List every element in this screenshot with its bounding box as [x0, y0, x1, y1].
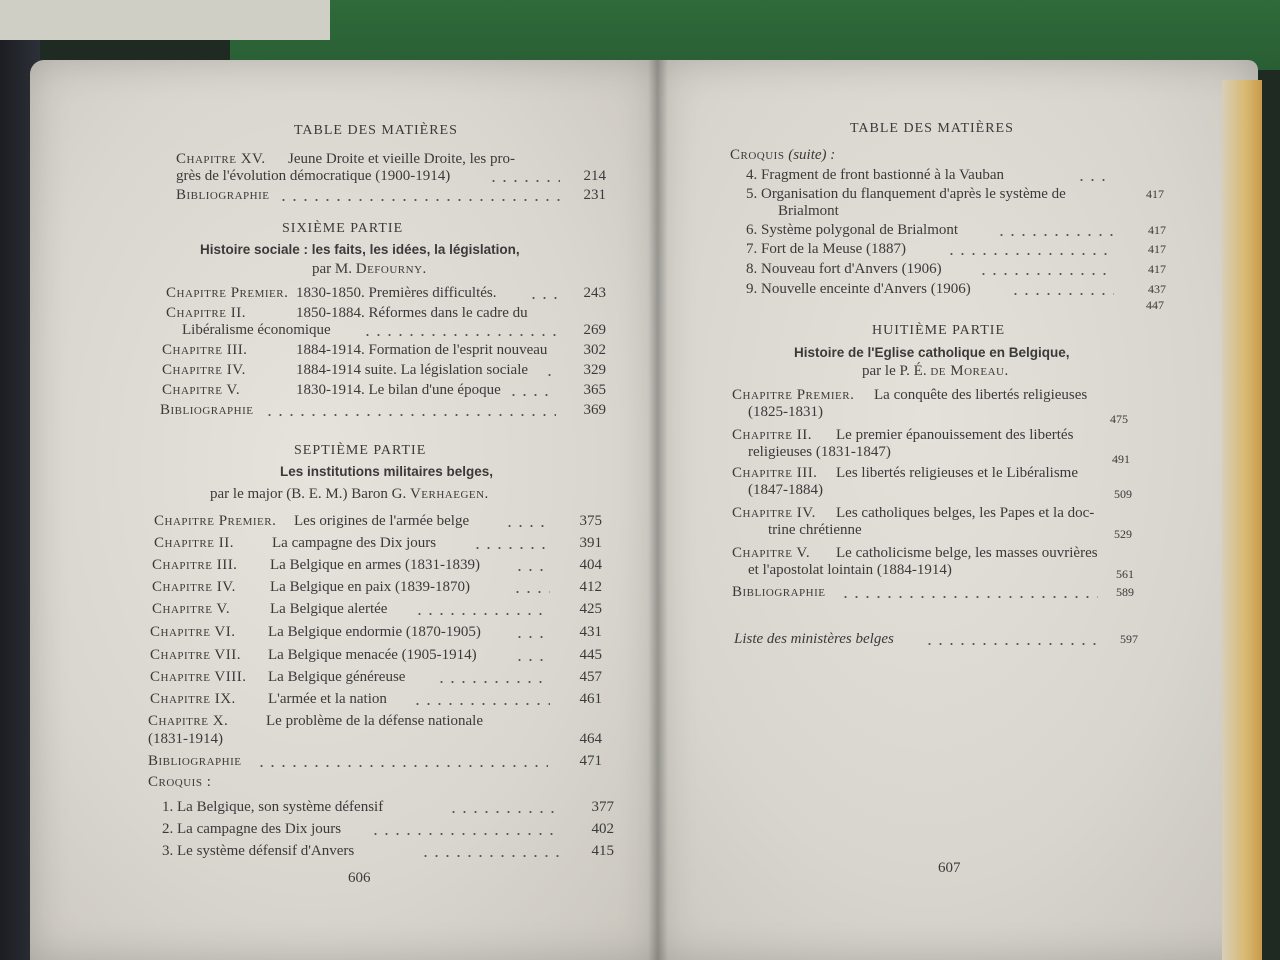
page-ref: 377 [591, 799, 614, 815]
croquis-title: 8. Nouveau fort d'Anvers (1906) [746, 261, 942, 277]
croquis-title: 2. La campagne des Dix jours [162, 821, 342, 837]
chapter-label: Chapitre II. [732, 427, 812, 443]
author-name: de Moreau. [930, 363, 1009, 379]
page-ref: 365 [583, 382, 606, 398]
leader-dots [1076, 179, 1112, 181]
leader-dots [472, 547, 552, 549]
chapter-title: grès de l'évolution démocratique (1900-1914) [176, 168, 451, 184]
toc-entry [732, 544, 1172, 562]
author-name: Defourny. [355, 261, 427, 277]
page-ref: 417 [1148, 242, 1166, 256]
chapter-title: Les libertés religieuses et le Libéralisme [836, 465, 1078, 481]
toc-entry [176, 186, 616, 204]
toc-entry [150, 646, 616, 664]
leader-dots [362, 334, 558, 336]
leader-dots [514, 659, 550, 661]
page-ref: 417 [1148, 223, 1166, 237]
page-ref: 437 [1148, 282, 1166, 296]
page-ref: 269 [583, 322, 606, 338]
toc-entry [148, 752, 616, 770]
chapter-title: Le catholicisme belge, les masses ouvrières [836, 545, 1098, 561]
part-author [862, 362, 1009, 380]
toc-entry [150, 623, 616, 641]
chapter-title: La Belgique endormie (1870-1905) [268, 624, 481, 640]
page-ref: 417 [1148, 262, 1166, 276]
croquis-title: 4. Fragment de front bastionné à la Vauban [746, 167, 1004, 183]
part-title: SEPTIÈME PARTIE [294, 443, 427, 458]
page-ref: 214 [583, 168, 606, 184]
leader-dots [508, 394, 556, 396]
page-number: 606 [348, 870, 371, 886]
chapter-title: (1847-1884) [748, 482, 823, 498]
leader-dots [528, 297, 558, 299]
toc-entry [162, 842, 616, 860]
author-prefix: par le major (B. E. M.) Baron G. [210, 486, 407, 502]
toc-entry [746, 166, 1166, 184]
chapter-title: Les catholiques belges, les Papes et la doc- [836, 505, 1095, 521]
chapter-title: Le premier épanouissement des libertés [836, 427, 1074, 443]
chapter-title: Jeune Droite et vieille Droite, les pro- [288, 151, 516, 167]
chapter-title: Les origines de l'armée belge [294, 513, 470, 529]
toc-entry [162, 798, 616, 816]
chapter-title: La conquête des libertés religieuses [874, 387, 1088, 403]
toc-entry [732, 583, 1172, 601]
croquis-title: 7. Fort de la Meuse (1887) [746, 241, 906, 257]
chapter-label: Chapitre III. [152, 557, 238, 573]
chapter-title: 1830-1850. Premières difficultés. [296, 285, 497, 301]
bibliography-label: Bibliographie [176, 187, 270, 203]
toc-entry [732, 504, 1172, 522]
croquis-title: 6. Système polygonal de Brialmont [746, 222, 959, 238]
leader-dots [512, 591, 550, 593]
chapter-label: Chapitre Premier. [732, 387, 855, 403]
toc-entry [746, 280, 1166, 298]
page-ref: 404 [579, 557, 602, 573]
toc-entry [732, 561, 1172, 579]
page-ref: 369 [583, 402, 606, 418]
toc-entry [152, 600, 616, 618]
leader-dots [1010, 293, 1114, 295]
toc-entry [734, 630, 1174, 648]
page-ref: 447 [1146, 298, 1164, 312]
leader-dots [504, 525, 552, 527]
page-ref: 391 [579, 535, 602, 551]
page-ref: 464 [579, 731, 602, 747]
part-subject: Les institutions militaires belges, [280, 464, 494, 479]
leader-dots [436, 681, 550, 683]
page-ref: 415 [591, 843, 614, 859]
croquis-title: 3. Le système défensif d'Anvers [162, 843, 355, 859]
page-ref: 231 [583, 187, 606, 203]
page-ref: 431 [579, 624, 602, 640]
leader-dots [370, 833, 560, 835]
chapter-label: Chapitre X. [148, 713, 229, 729]
leader-dots [514, 636, 550, 638]
leader-dots [946, 253, 1114, 255]
toc-entry [176, 150, 616, 168]
chapter-label: Chapitre VIII. [150, 669, 247, 685]
toc-entry [160, 401, 616, 419]
toc-entry [746, 185, 1166, 203]
croquis-suite: (suite) : [788, 147, 836, 163]
page-ref: 529 [1114, 527, 1132, 541]
croquis-heading [730, 146, 835, 164]
toc-entry [162, 820, 616, 838]
leader-dots [256, 765, 548, 767]
chapter-label: Chapitre Premier. [166, 285, 289, 301]
chapter-title: trine chrétienne [768, 522, 862, 538]
part-author [312, 260, 427, 278]
chapter-title: La Belgique menacée (1905-1914) [268, 647, 477, 663]
leader-dots [278, 199, 560, 201]
toc-entry [152, 556, 616, 574]
background-paper [0, 0, 330, 40]
leader-dots [514, 569, 550, 571]
leader-dots [978, 273, 1114, 275]
page-ref: 445 [579, 647, 602, 663]
chapter-label: Chapitre IV. [152, 579, 236, 595]
author-prefix: par le P. É. [862, 363, 927, 379]
toc-entry [732, 521, 1172, 539]
leader-dots [996, 234, 1114, 236]
page-ref: 597 [1120, 632, 1138, 646]
croquis-title: 9. Nouvelle enceinte d'Anvers (1906) [746, 281, 971, 297]
toc-entry [162, 381, 616, 399]
toc-entry [732, 386, 1172, 404]
liste-label: Liste des ministères belges [734, 631, 894, 647]
chapter-title: Le problème de la défense nationale [266, 713, 483, 729]
chapter-label: Chapitre V. [162, 382, 241, 398]
leader-dots [264, 414, 556, 416]
page-ref: 457 [579, 669, 602, 685]
leader-dots [448, 811, 560, 813]
chapter-title: (1831-1914) [148, 731, 223, 747]
toc-entry [166, 321, 616, 339]
toc-entry [746, 202, 1166, 220]
chapter-title: La campagne des Dix jours [272, 535, 437, 551]
chapter-title: 1884-1914. Formation de l'esprit nouveau [296, 342, 548, 358]
page-ref: 509 [1114, 487, 1132, 501]
author-name: Verhaegen. [409, 486, 489, 502]
chapter-label: Chapitre II. [154, 535, 234, 551]
leader-dots [544, 374, 556, 376]
toc-entry [746, 260, 1166, 278]
page-ref: 329 [583, 362, 606, 378]
toc-entry [162, 341, 616, 359]
leader-dots [420, 855, 560, 857]
toc-entry [732, 403, 1172, 426]
chapter-label: Chapitre IX. [150, 691, 236, 707]
croquis-label: Croquis [730, 147, 785, 163]
chapter-title: 1830-1914. Le bilan d'une époque [296, 382, 501, 398]
toc-entry [166, 284, 616, 302]
croquis-title: 5. Organisation du flanquement d'après le système de [746, 186, 1066, 202]
toc-entry [746, 221, 1166, 239]
chapter-title: La Belgique en armes (1831-1839) [270, 557, 480, 573]
part-title: SIXIÈME PARTIE [282, 221, 404, 236]
page-ref: 425 [579, 601, 602, 617]
page-ref: 243 [583, 285, 606, 301]
chapter-title: La Belgique alertée [270, 601, 388, 617]
bibliography-label: Bibliographie [732, 584, 826, 600]
leader-dots [840, 596, 1098, 598]
croquis-label: Croquis : [148, 774, 212, 790]
toc-entry [148, 730, 616, 748]
bibliography-label: Bibliographie [148, 753, 242, 769]
toc-entry [176, 167, 616, 185]
toc-entry [154, 512, 616, 530]
chapter-label: Chapitre XV. [176, 151, 266, 167]
chapter-title: La Belgique en paix (1839-1870) [270, 579, 470, 595]
part-author [210, 485, 489, 503]
chapter-label: Chapitre IV. [732, 505, 816, 521]
part-title: HUITIÈME PARTIE [872, 323, 1006, 338]
chapter-label: Chapitre V. [732, 545, 811, 561]
page-ref: 417 [1146, 187, 1164, 201]
chapter-label: Chapitre III. [162, 342, 248, 358]
chapter-title: 1884-1914 suite. La législation sociale [296, 362, 529, 378]
page-ref: 475 [1110, 412, 1128, 426]
toc-entry [746, 240, 1166, 258]
toc-entry [732, 443, 1172, 466]
page-ref: 561 [1116, 567, 1134, 581]
leader-dots [414, 613, 550, 615]
toc-entry [154, 534, 616, 552]
chapter-title: La Belgique généreuse [268, 669, 406, 685]
chapter-label: Chapitre V. [152, 601, 231, 617]
page-ref: 402 [591, 821, 614, 837]
toc-entry [150, 690, 616, 708]
author-prefix: par M. [312, 261, 352, 277]
bibliography-label: Bibliographie [160, 402, 254, 418]
leader-dots [924, 643, 1102, 645]
toc-entry [148, 712, 616, 730]
chapter-label: Chapitre VI. [150, 624, 236, 640]
page-ref: 302 [583, 342, 606, 358]
left-page [30, 60, 658, 960]
toc-entry [152, 578, 616, 596]
leader-dots [412, 703, 550, 705]
toc-entry [166, 304, 616, 322]
page-ref: 471 [579, 753, 602, 769]
chapter-title: (1825-1831) [748, 404, 823, 420]
chapter-title: et l'apostolat lointain (1884-1914) [748, 562, 952, 578]
page-ref: 491 [1112, 452, 1130, 466]
croquis-title: Brialmont [778, 203, 839, 219]
page-edge-yellowed [1222, 80, 1262, 960]
chapter-title: L'armée et la nation [268, 691, 387, 707]
page-ref: 375 [579, 513, 602, 529]
part-subject: Histoire sociale : les faits, les idées, la législation, [200, 242, 520, 257]
part-subject: Histoire de l'Eglise catholique en Belgique, [794, 345, 1070, 360]
toc-entry [732, 481, 1172, 499]
book-gutter [648, 60, 668, 960]
croquis-title: 1. La Belgique, son système défensif [162, 799, 384, 815]
chapter-title: 1850-1884. Réformes dans le cadre du [296, 305, 528, 321]
chapter-label: Chapitre III. [732, 465, 818, 481]
page-ref: 589 [1116, 585, 1134, 599]
right-header: TABLE DES MATIÈRES [850, 121, 1014, 136]
page-number: 607 [938, 860, 961, 876]
left-header: TABLE DES MATIÈRES [294, 123, 458, 138]
chapter-title: religieuses (1831-1847) [748, 444, 891, 460]
right-page [658, 60, 1258, 960]
toc-entry [732, 426, 1172, 444]
toc-entry [162, 361, 616, 379]
chapter-label: Chapitre Premier. [154, 513, 277, 529]
chapter-label: Chapitre II. [166, 305, 246, 321]
page-ref: 412 [579, 579, 602, 595]
chapter-label: Chapitre VII. [150, 647, 242, 663]
chapter-title: Libéralisme économique [182, 322, 331, 338]
toc-entry [150, 668, 616, 686]
page-ref: 461 [579, 691, 602, 707]
leader-dots [488, 180, 560, 182]
toc-entry [732, 464, 1172, 482]
chapter-label: Chapitre IV. [162, 362, 246, 378]
